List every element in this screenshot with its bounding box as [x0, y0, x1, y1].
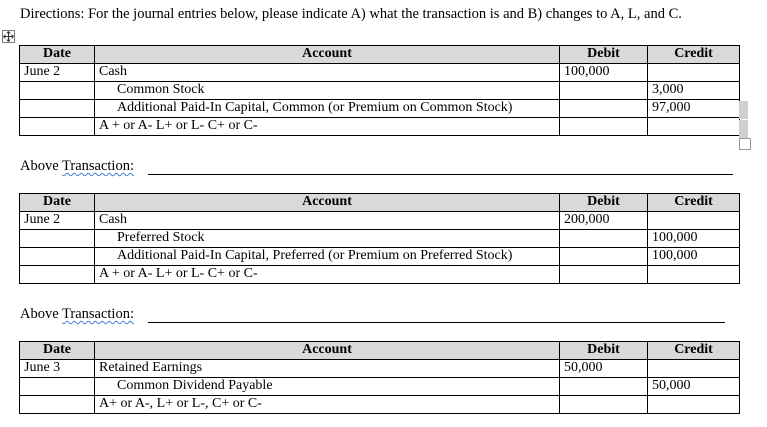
account-cell[interactable]: Cash: [95, 212, 560, 230]
account-cell[interactable]: Common Stock: [95, 82, 560, 100]
directions-prefix: Directions:: [20, 6, 89, 22]
date-cell[interactable]: [20, 248, 95, 266]
above-word: Transaction:: [62, 306, 134, 322]
credit-cell[interactable]: [648, 360, 740, 378]
directions-body: For the journal entries below, please indicate A) what the transaction is and B) changes to A, L, and C.: [88, 6, 682, 22]
debit-cell[interactable]: [560, 396, 648, 414]
account-cell[interactable]: Cash: [95, 64, 560, 82]
above-transaction-label: [20, 158, 134, 175]
table-row: [20, 230, 740, 248]
table-row: [20, 100, 740, 118]
table-header-row: [20, 342, 740, 360]
header-debit: Debit: [560, 194, 648, 212]
above-prefix: Above: [20, 306, 63, 322]
debit-cell[interactable]: [560, 378, 648, 396]
journal-entry-table-2: [19, 193, 740, 284]
table-row: [20, 82, 740, 100]
debit-cell[interactable]: [560, 82, 648, 100]
date-cell[interactable]: [20, 100, 95, 118]
debit-cell[interactable]: 200,000: [560, 212, 648, 230]
credit-cell[interactable]: 100,000: [648, 230, 740, 248]
credit-cell[interactable]: [648, 212, 740, 230]
header-credit: Credit: [648, 194, 740, 212]
header-credit: Credit: [648, 46, 740, 64]
change-cell[interactable]: A+ or A-, L+ or L-, C+ or C-: [95, 396, 560, 414]
journal-entry-table-3: [19, 341, 740, 414]
header-date: Date: [20, 194, 95, 212]
header-credit: Credit: [648, 342, 740, 360]
table-row: [20, 118, 740, 136]
table-resize-handle[interactable]: [739, 138, 751, 150]
account-cell[interactable]: Common Dividend Payable: [95, 378, 560, 396]
table-header-row: [20, 194, 740, 212]
header-debit: Debit: [560, 342, 648, 360]
credit-cell[interactable]: 97,000: [648, 100, 740, 118]
credit-cell[interactable]: 50,000: [648, 378, 740, 396]
table-move-handle-icon[interactable]: [2, 30, 15, 43]
debit-cell[interactable]: [560, 118, 648, 136]
header-date: Date: [20, 342, 95, 360]
table-row: [20, 212, 740, 230]
credit-cell[interactable]: [648, 396, 740, 414]
debit-cell[interactable]: [560, 230, 648, 248]
change-cell[interactable]: A + or A- L+ or L- C+ or C-: [95, 266, 560, 284]
debit-cell[interactable]: [560, 100, 648, 118]
answer-line[interactable]: [148, 322, 725, 323]
change-cell[interactable]: A + or A- L+ or L- C+ or C-: [95, 118, 560, 136]
table-row: [20, 396, 740, 414]
debit-cell[interactable]: 100,000: [560, 64, 648, 82]
account-cell[interactable]: Additional Paid-In Capital, Preferred (or Premium on Preferred Stock): [95, 248, 560, 266]
above-word: Transaction:: [62, 158, 134, 174]
table-row: [20, 360, 740, 378]
date-cell[interactable]: [20, 118, 95, 136]
table-row: [20, 64, 740, 82]
table-row: [20, 378, 740, 396]
date-cell[interactable]: [20, 266, 95, 284]
credit-cell[interactable]: [648, 266, 740, 284]
debit-cell[interactable]: [560, 248, 648, 266]
row-marker: [739, 120, 748, 138]
debit-cell[interactable]: [560, 266, 648, 284]
journal-entry-table-1: [19, 45, 740, 136]
account-cell[interactable]: Retained Earnings: [95, 360, 560, 378]
table-header-row: [20, 46, 740, 64]
answer-line[interactable]: [148, 174, 733, 175]
header-account: Account: [95, 46, 560, 64]
above-prefix: Above: [20, 158, 63, 174]
header-account: Account: [95, 194, 560, 212]
credit-cell[interactable]: 3,000: [648, 82, 740, 100]
above-transaction-label: [20, 306, 134, 323]
header-date: Date: [20, 46, 95, 64]
header-debit: Debit: [560, 46, 648, 64]
table-row: [20, 248, 740, 266]
row-marker: [739, 101, 748, 119]
date-cell[interactable]: [20, 82, 95, 100]
date-cell[interactable]: June 2: [20, 64, 95, 82]
credit-cell[interactable]: [648, 118, 740, 136]
date-cell[interactable]: June 2: [20, 212, 95, 230]
date-cell[interactable]: [20, 230, 95, 248]
account-cell[interactable]: Preferred Stock: [95, 230, 560, 248]
header-account: Account: [95, 342, 560, 360]
credit-cell[interactable]: [648, 64, 740, 82]
account-cell[interactable]: Additional Paid-In Capital, Common (or Premium on Common Stock): [95, 100, 560, 118]
debit-cell[interactable]: 50,000: [560, 360, 648, 378]
date-cell[interactable]: [20, 378, 95, 396]
credit-cell[interactable]: 100,000: [648, 248, 740, 266]
date-cell[interactable]: June 3: [20, 360, 95, 378]
table-row: [20, 266, 740, 284]
directions-text: [20, 6, 682, 23]
date-cell[interactable]: [20, 396, 95, 414]
